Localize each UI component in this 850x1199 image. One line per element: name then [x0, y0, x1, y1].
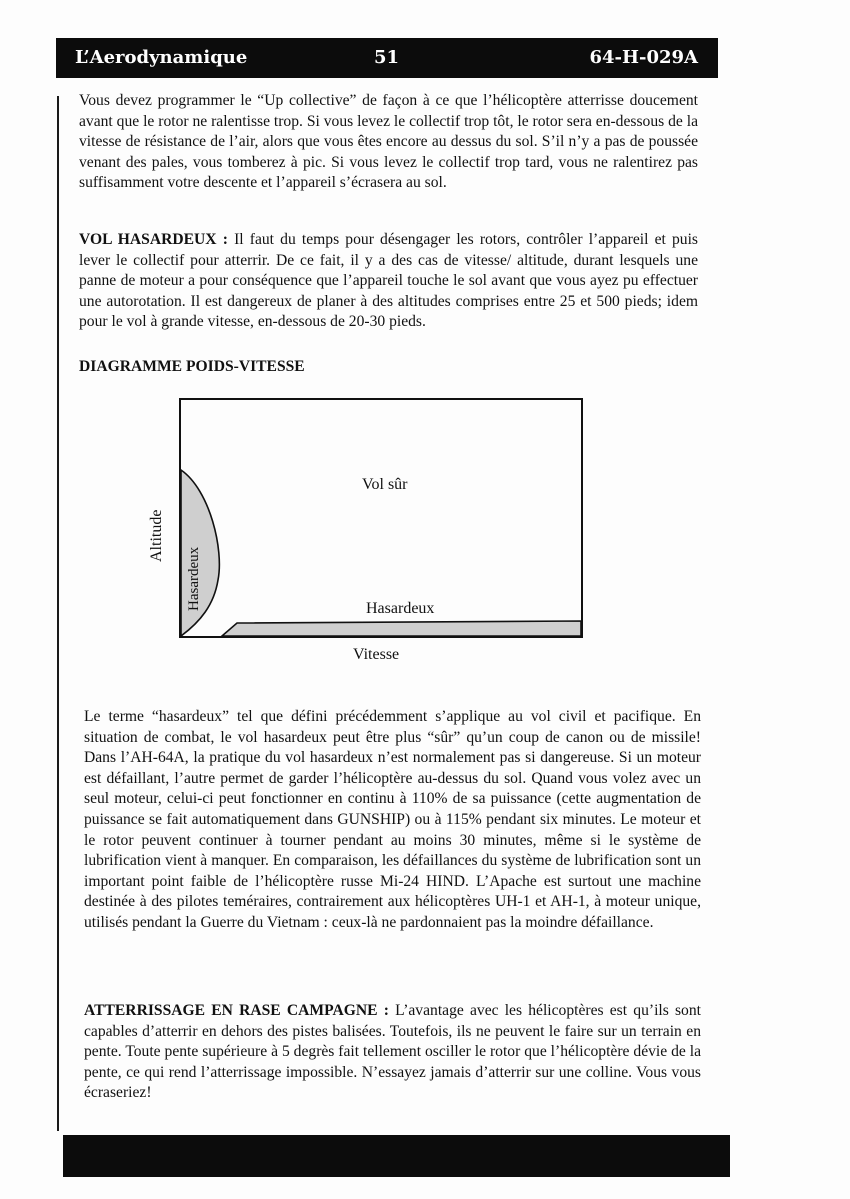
- diagram-graphic: [130, 390, 600, 680]
- weight-speed-diagram: [130, 390, 600, 680]
- document-code: 64-H-029A: [589, 47, 698, 68]
- margin-rule: [57, 96, 59, 1131]
- paragraph-collective: Vous devez programmer le “Up collective” de façon à ce que l’hélicoptère atterrisse doucement avant que le rotor ne ralentisse trop. Si vous levez le collectif trop tôt, le rotor sera en-dessous de la vitesse de résistance de l’air, alors que vous êtes encore au dessus du sol. S’il n’y a pas de poussée venant des pales, vous tomberez à pic. Si vous levez le collectif trop tard, vous ne ralentirez pas suffisamment votre descente et l’appareil s’écrasera au sol.: [79, 92, 698, 192]
- diagram-heading: DIAGRAMME POIDS-VITESSE: [79, 358, 305, 375]
- field-landing-body: L’avantage avec les hélicoptères est qu’ils sont capables d’atterrir en dehors des pistes balisées. Toutefois, ils ne peuvent le faire sur un terrain en pente. Toute pente supérieure à 5 degrès fait tellement osciller le rotor que l’hélicoptère dévie de la pente, ce qui rend l’atterrissage impossible. N’essayez jamais d’atterrir sur une colline. Vous vous écraseriez!: [84, 1002, 701, 1102]
- paragraph-field-landing: [84, 1001, 701, 1104]
- hazardous-flight-body: Il faut du temps pour désengager les rotors, contrôler l’appareil et puis lever le collectif pour atterrir. De ce fait, il y a des cas de vitesse/ altitude, durant lesquels une panne de moteur a pour conséquence que l’appareil touche le sol avant que vous ayez pu effectuer une autorotation. Il est dangereux de planer à des altitudes comprises entre 25 et 500 pieds; idem pour le vol à grande vitesse, en-dessous de 20-30 pieds.: [79, 231, 698, 331]
- hazard-low-speed-label: Hasardeux: [186, 546, 202, 611]
- chapter-title: L’Aerodynamique: [75, 47, 248, 68]
- y-axis-label: Altitude: [148, 509, 165, 562]
- field-landing-lead: ATTERRISSAGE EN RASE CAMPAGNE :: [84, 1002, 389, 1019]
- hazard-low-altitude-label: Hasardeux: [366, 600, 435, 617]
- hazard-zone-low-altitude: [222, 621, 581, 636]
- hazardous-flight-lead: VOL HASARDEUX :: [79, 231, 228, 248]
- paragraph-hazardous-flight: [79, 230, 698, 333]
- page-header: [56, 38, 718, 78]
- x-axis-label: Vitesse: [353, 646, 400, 663]
- paragraph-combat-hazard: Le terme “hasardeux” tel que défini précédemment s’applique au vol civil et pacifique. En situation de combat, le vol hasardeux peut être plus “sûr” qu’un coup de canon ou de missile! Dans l’AH-64A, la pratique du vol hasardeux n’est normalement pas si dangereuse. Si un moteur est défaillant, l’autre permet de garder l’hélicoptère au-dessus du sol. Quand vous volez avec un seul moteur, celui-ci peut fonctionner en continu à 110% de sa puissance (cette augmentation de puissance se fait automatiquement dans GUNSHIP) ou à 115% pendant six minutes. Le moteur et le rotor peuvent continuer à tourner pendant au moins 30 minutes, même si le système de lubrification vient à manquer. En comparaison, les défaillances du système de lubrification sont un important point faible de l’hélicoptère russe Mi-24 HIND. L’Apache est surtout une machine destinée à des pilotes teméraires, contrairement aux hélicoptères UH-1 et AH-1, à moteur unique, utilisés pendant la Guerre du Vietnam : ceux-là ne pardonnaient pas la moindre défaillance.: [84, 708, 701, 931]
- page-footer-bar: [63, 1135, 730, 1177]
- page-number: 51: [374, 47, 400, 68]
- safe-flight-label: Vol sûr: [362, 476, 408, 493]
